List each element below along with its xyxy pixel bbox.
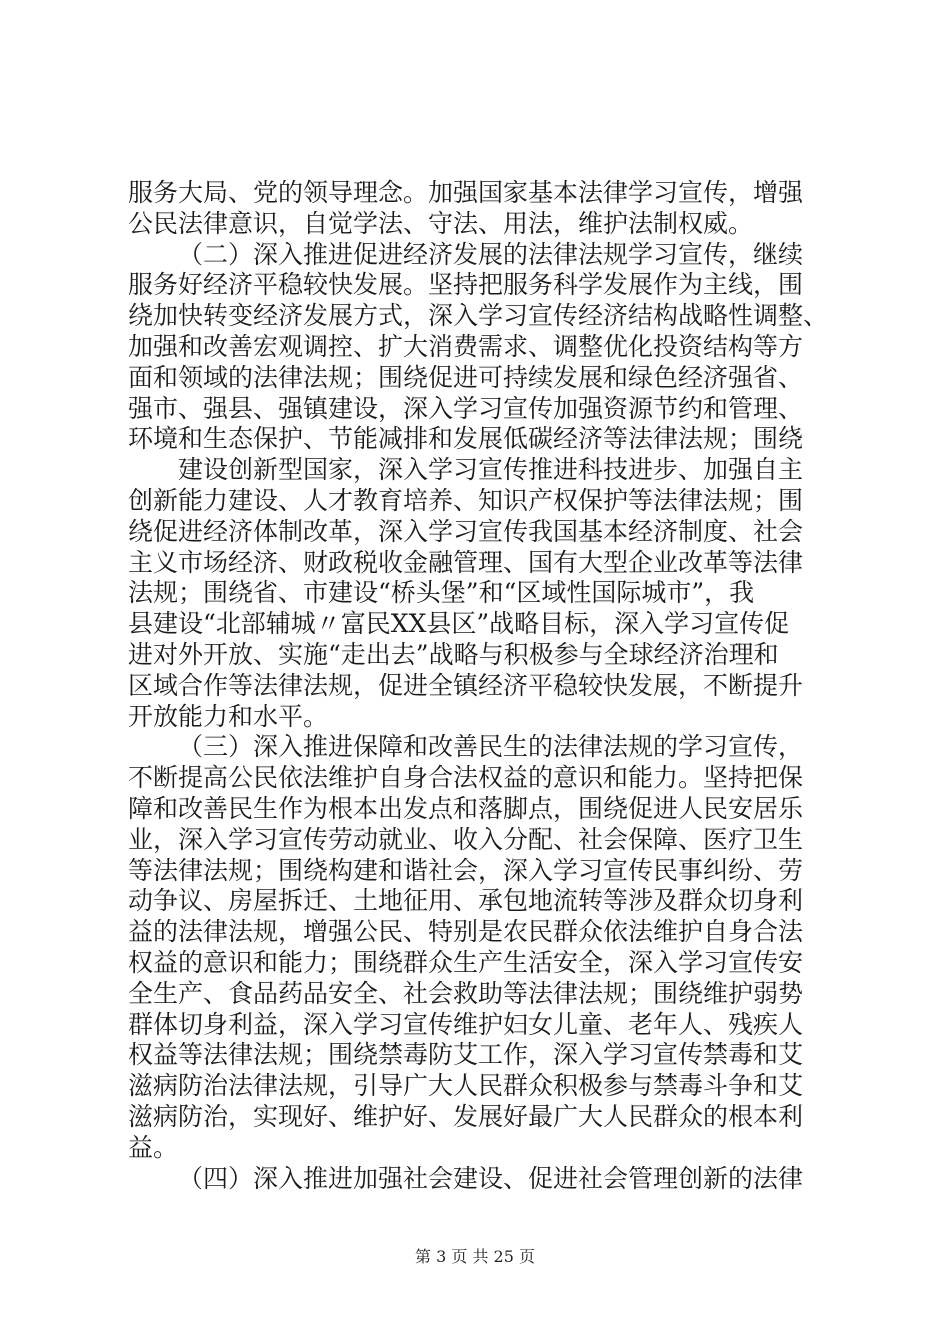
text-line: 县建设“北部辅城〃富民XX县区”战略目标，深入学习宣传促 — [128, 609, 790, 639]
text-line: 强市、强县、强镇建设，深入学习宣传加强资源节约和管理、 — [128, 393, 804, 423]
text-line: 全生产、食品药品安全、社会救助等法律法规；围绕维护弱势 — [128, 978, 804, 1008]
text-line: 公民法律意识，自觉学法、守法、用法，维护法制权威。 — [128, 208, 754, 238]
text-line: 等法律法规；围绕构建和谐社会，深入学习宣传民事纠纷、劳 — [128, 855, 804, 885]
text-line: 益的法律法规，增强公民、特别是农民群众依法维护自身合法 — [128, 917, 804, 947]
text-line: 绕加快转变经济发展方式，深入学习宣传经济结构战略性调整、 — [128, 301, 829, 331]
paragraph-heading: （二）深入推进促进经济发展的法律法规学习宣传，继续 — [178, 239, 804, 269]
text-line: 创新能力建设、人才教育培养、知识产权保护等法律法规；围 — [128, 486, 804, 515]
text-line: 主义市场经济、财政税收金融管理、国有大型企业改革等法律 — [128, 547, 804, 577]
page-number-footer: 第 3 页 共 25 页 — [415, 1247, 535, 1266]
text-line: 滋病防治法律法规，引导广大人民群众积极参与禁毒斗争和艾 — [128, 1071, 804, 1101]
text-line: 益。 — [128, 1132, 179, 1162]
text-line: 服务大局、党的领导理念。加强国家基本法律学习宣传，增强 — [128, 178, 804, 207]
text-line: 进对外开放、实施“走出去”战略与积极参与全球经济治理和 — [128, 640, 779, 669]
text-line: 法规；围绕省、市建设“桥头堡”和“区域性国际城市”，我 — [128, 578, 755, 608]
text-line: 加强和改善宏观调控、扩大消费需求、调整优化投资结构等方 — [128, 332, 804, 361]
text-line: 动争议、房屋拆迁、土地征用、承包地流转等涉及群众切身利 — [128, 886, 804, 916]
paragraph-heading: （三）深入推进保障和改善民生的法律法规的学习宣传， — [178, 732, 804, 762]
text-line: 滋病防治，实现好、维护好、发展好最广大人民群众的根本利 — [128, 1102, 804, 1131]
text-line: 建设创新型国家，深入学习宣传推进科技进步、加强自主 — [178, 455, 804, 485]
text-line: 面和领域的法律法规；围绕促进可持续发展和绿色经济强省、 — [128, 362, 804, 392]
text-line: 不断提高公民依法维护自身合法权益的意识和能力。坚持把保 — [128, 763, 804, 793]
text-line: 开放能力和水平。 — [128, 701, 329, 731]
text-line: 环境和生态保护、节能减排和发展低碳经济等法律法规；围绕 — [128, 424, 804, 454]
text-line: 障和改善民生作为根本出发点和落脚点，围绕促进人民安居乐 — [128, 794, 804, 823]
text-line: 绕促进经济体制改革，深入学习宣传我国基本经济制度、社会 — [128, 516, 804, 546]
text-line: 群体切身利益，深入学习宣传维护妇女儿童、老年人、残疾人 — [128, 1009, 804, 1039]
text-line: 权益等法律法规；围绕禁毒防艾工作，深入学习宣传禁毒和艾 — [128, 1040, 804, 1070]
text-line: 服务好经济平稳较快发展。坚持把服务科学发展作为主线，围 — [128, 270, 804, 300]
text-line: 权益的意识和能力；围绕群众生产生活安全，深入学习宣传安 — [128, 948, 804, 977]
paragraph-heading: （四）深入推进加强社会建设、促进社会管理创新的法律 — [178, 1163, 804, 1193]
text-line: 业，深入学习宣传劳动就业、收入分配、社会保障、医疗卫生 — [128, 824, 804, 854]
text-line: 区域合作等法律法规，促进全镇经济平稳较快发展，不断提升 — [128, 670, 804, 700]
